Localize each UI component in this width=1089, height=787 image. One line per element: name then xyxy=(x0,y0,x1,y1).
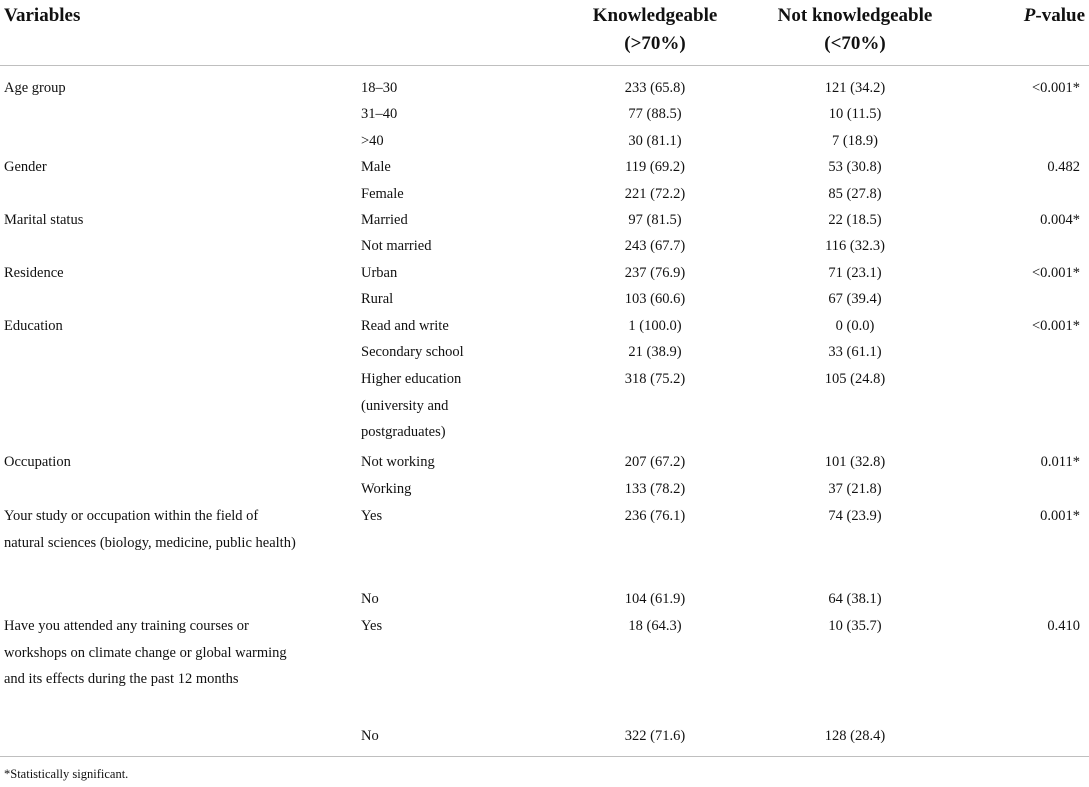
bottom-rule xyxy=(0,756,1089,757)
row-category: No xyxy=(361,591,379,607)
header-pvalue xyxy=(960,2,1085,30)
row-not-knowledgeable: 53 (30.8) xyxy=(828,159,882,175)
row-not-knowledgeable: 101 (32.8) xyxy=(824,454,886,470)
row-not-knowledgeable: 67 (39.4) xyxy=(828,291,882,307)
row-pvalue: <0.001* xyxy=(1031,318,1080,334)
row-knowledgeable: 30 (81.1) xyxy=(628,133,682,149)
header-knowledgeable-line1: Knowledgeable xyxy=(592,5,718,26)
row-not-knowledgeable: 105 (24.8) xyxy=(824,371,886,387)
row-not-knowledgeable: 22 (18.5) xyxy=(828,212,882,228)
row-category: No xyxy=(361,728,379,744)
row-category: Rural xyxy=(361,291,394,307)
row-knowledgeable: 243 (67.7) xyxy=(624,238,686,254)
row-knowledgeable: 104 (61.9) xyxy=(624,591,686,607)
row-not-knowledgeable: 37 (21.8) xyxy=(828,481,882,497)
row-knowledgeable: 119 (69.2) xyxy=(625,159,685,175)
row-category: >40 xyxy=(361,133,384,149)
row-category: Higher education (university and postgraduates) xyxy=(361,371,462,440)
row-category: Working xyxy=(361,481,412,497)
row-category: Not married xyxy=(361,238,432,254)
row-category: Male xyxy=(361,159,391,175)
row-not-knowledgeable: 71 (23.1) xyxy=(828,265,882,281)
row-variable: Occupation xyxy=(4,454,71,470)
row-knowledgeable: 322 (71.6) xyxy=(624,728,686,744)
row-knowledgeable: 221 (72.2) xyxy=(624,186,686,202)
row-variable: Marital status xyxy=(4,212,84,228)
row-not-knowledgeable: 128 (28.4) xyxy=(824,728,886,744)
header-rule xyxy=(0,65,1089,66)
row-category: Female xyxy=(361,186,404,202)
header-pvalue-italic: P xyxy=(1023,5,1036,26)
row-knowledgeable: 237 (76.9) xyxy=(624,265,686,281)
row-pvalue: 0.004* xyxy=(1040,212,1080,228)
row-knowledgeable: 233 (65.8) xyxy=(624,80,686,96)
row-category: Married xyxy=(361,212,408,228)
header-variables: Variables xyxy=(4,5,81,26)
row-pvalue: <0.001* xyxy=(1031,265,1080,281)
row-knowledgeable: 103 (60.6) xyxy=(624,291,686,307)
header-not-knowledgeable-line2: (<70%) xyxy=(824,33,886,54)
row-variable: Gender xyxy=(4,159,47,175)
row-category: Not working xyxy=(361,454,435,470)
header-not-knowledgeable-line1: Not knowledgeable xyxy=(777,5,933,26)
row-pvalue: 0.011* xyxy=(1040,454,1080,470)
row-category: 18–30 xyxy=(361,80,398,96)
row-not-knowledgeable: 33 (61.1) xyxy=(828,344,882,360)
row-not-knowledgeable: 74 (23.9) xyxy=(828,508,882,524)
footnote: *Statistically significant. xyxy=(4,767,129,781)
row-not-knowledgeable: 10 (11.5) xyxy=(828,106,882,122)
header-knowledgeable xyxy=(560,2,750,58)
row-not-knowledgeable: 0 (0.0) xyxy=(835,318,875,334)
row-knowledgeable: 318 (75.2) xyxy=(624,371,686,387)
row-pvalue: <0.001* xyxy=(1031,80,1080,96)
row-variable: Age group xyxy=(4,80,66,96)
row-knowledgeable: 97 (81.5) xyxy=(628,212,682,228)
row-knowledgeable: 207 (67.2) xyxy=(624,454,686,470)
header-pvalue-rest: -value xyxy=(1035,5,1085,26)
row-pvalue: 0.410 xyxy=(1047,618,1080,634)
row-knowledgeable: 77 (88.5) xyxy=(628,106,682,122)
row-category: 31–40 xyxy=(361,106,398,122)
row-category: Urban xyxy=(361,265,398,281)
row-not-knowledgeable: 121 (34.2) xyxy=(824,80,886,96)
row-knowledgeable: 236 (76.1) xyxy=(624,508,686,524)
row-not-knowledgeable: 116 (32.3) xyxy=(825,238,885,254)
row-category: Read and write xyxy=(361,318,449,334)
row-knowledgeable: 1 (100.0) xyxy=(628,318,682,334)
row-pvalue: 0.001* xyxy=(1040,508,1080,524)
row-variable: Your study or occupation within the field of natural sciences (biology, medicine, public health) xyxy=(4,508,296,551)
header-not-knowledgeable xyxy=(760,2,950,58)
row-not-knowledgeable: 85 (27.8) xyxy=(828,186,882,202)
row-category: Yes xyxy=(361,618,383,634)
row-knowledgeable: 133 (78.2) xyxy=(624,481,686,497)
row-category: Yes xyxy=(361,508,383,524)
row-pvalue: 0.482 xyxy=(1047,159,1080,175)
row-variable: Education xyxy=(4,318,63,334)
row-knowledgeable: 21 (38.9) xyxy=(628,344,682,360)
row-not-knowledgeable: 10 (35.7) xyxy=(828,618,882,634)
row-category: Secondary school xyxy=(361,344,464,360)
row-not-knowledgeable: 7 (18.9) xyxy=(832,133,878,149)
row-not-knowledgeable: 64 (38.1) xyxy=(828,591,882,607)
row-variable: Have you attended any training courses or workshops on climate change or global warming and its effects during the past 12 months xyxy=(4,618,287,687)
header-knowledgeable-line2: (>70%) xyxy=(624,33,686,54)
row-variable: Residence xyxy=(4,265,64,281)
row-knowledgeable: 18 (64.3) xyxy=(628,618,682,634)
